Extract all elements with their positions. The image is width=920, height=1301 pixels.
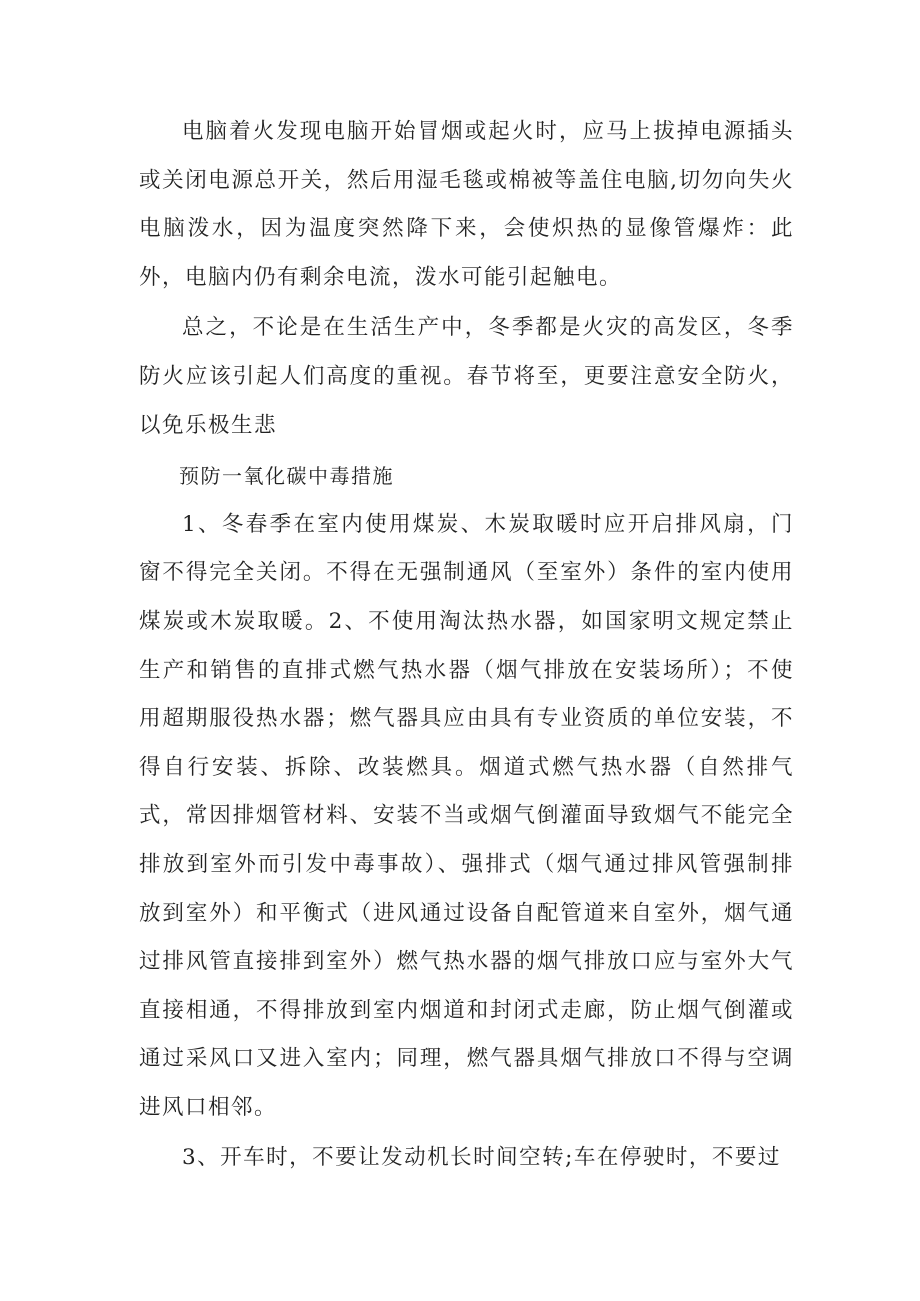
document-body	[139, 108, 794, 1183]
paragraph-winter-fire-summary: 总之，不论是在生活生产中，冬季都是火灾的高发区，冬季防火应该引起人们高度的重视。春节将至，更要注意安全防火，以免乐极生悲	[139, 315, 794, 438]
section-heading-co-poisoning: 预防一氧化碳中毒措施	[179, 464, 394, 489]
paragraph-computer-fire: 电脑着火发现电脑开始冒烟或起火时，应马上拔掉电源插头或关闭电源总开关，然后用湿毛毯或棉被等盖住电脑,切勿向失火电脑泼水，因为温度突然降下来，会使炽热的显像管爆炸：此外，电脑内仍有剩余电流，泼水可能引起触电。	[139, 119, 794, 290]
paragraph-measure-3: 3、开车时，不要让发动机长时间空转;车在停驶时，不要过	[182, 1145, 781, 1171]
paragraph-measures-1-2: 1、冬春季在室内使用煤炭、木炭取暖时应开启排风扇，门窗不得完全关闭。不得在无强制通风（至室外）条件的室内使用煤炭或木炭取暖。2、不使用淘汰热水器，如国家明文规定禁止生产和销售的直排式燃气热水器（烟气排放在安装场所）；不使用超期服役热水器；燃气器具应由具有专业资质的单位安装，不得自行安装、拆除、改装燃具。烟道式燃气热水器（自然排气式，常因排烟管材料、安装不当或烟气倒灌面导致烟气不能完全排放到室外而引发中毒事故）、强排式（烟气通过排风管强制排放到室外）和平衡式（进风通过设备自配管道来自室外，烟气通过排风管直接排到室外）燃气热水器的烟气排放口应与室外大气直接相通，不得排放到室内烟道和封闭式走廊，防止烟气倒灌或通过采风口又进入室内；同理，燃气器具烟气排放口不得与空调进风口相邻。	[139, 511, 794, 1120]
